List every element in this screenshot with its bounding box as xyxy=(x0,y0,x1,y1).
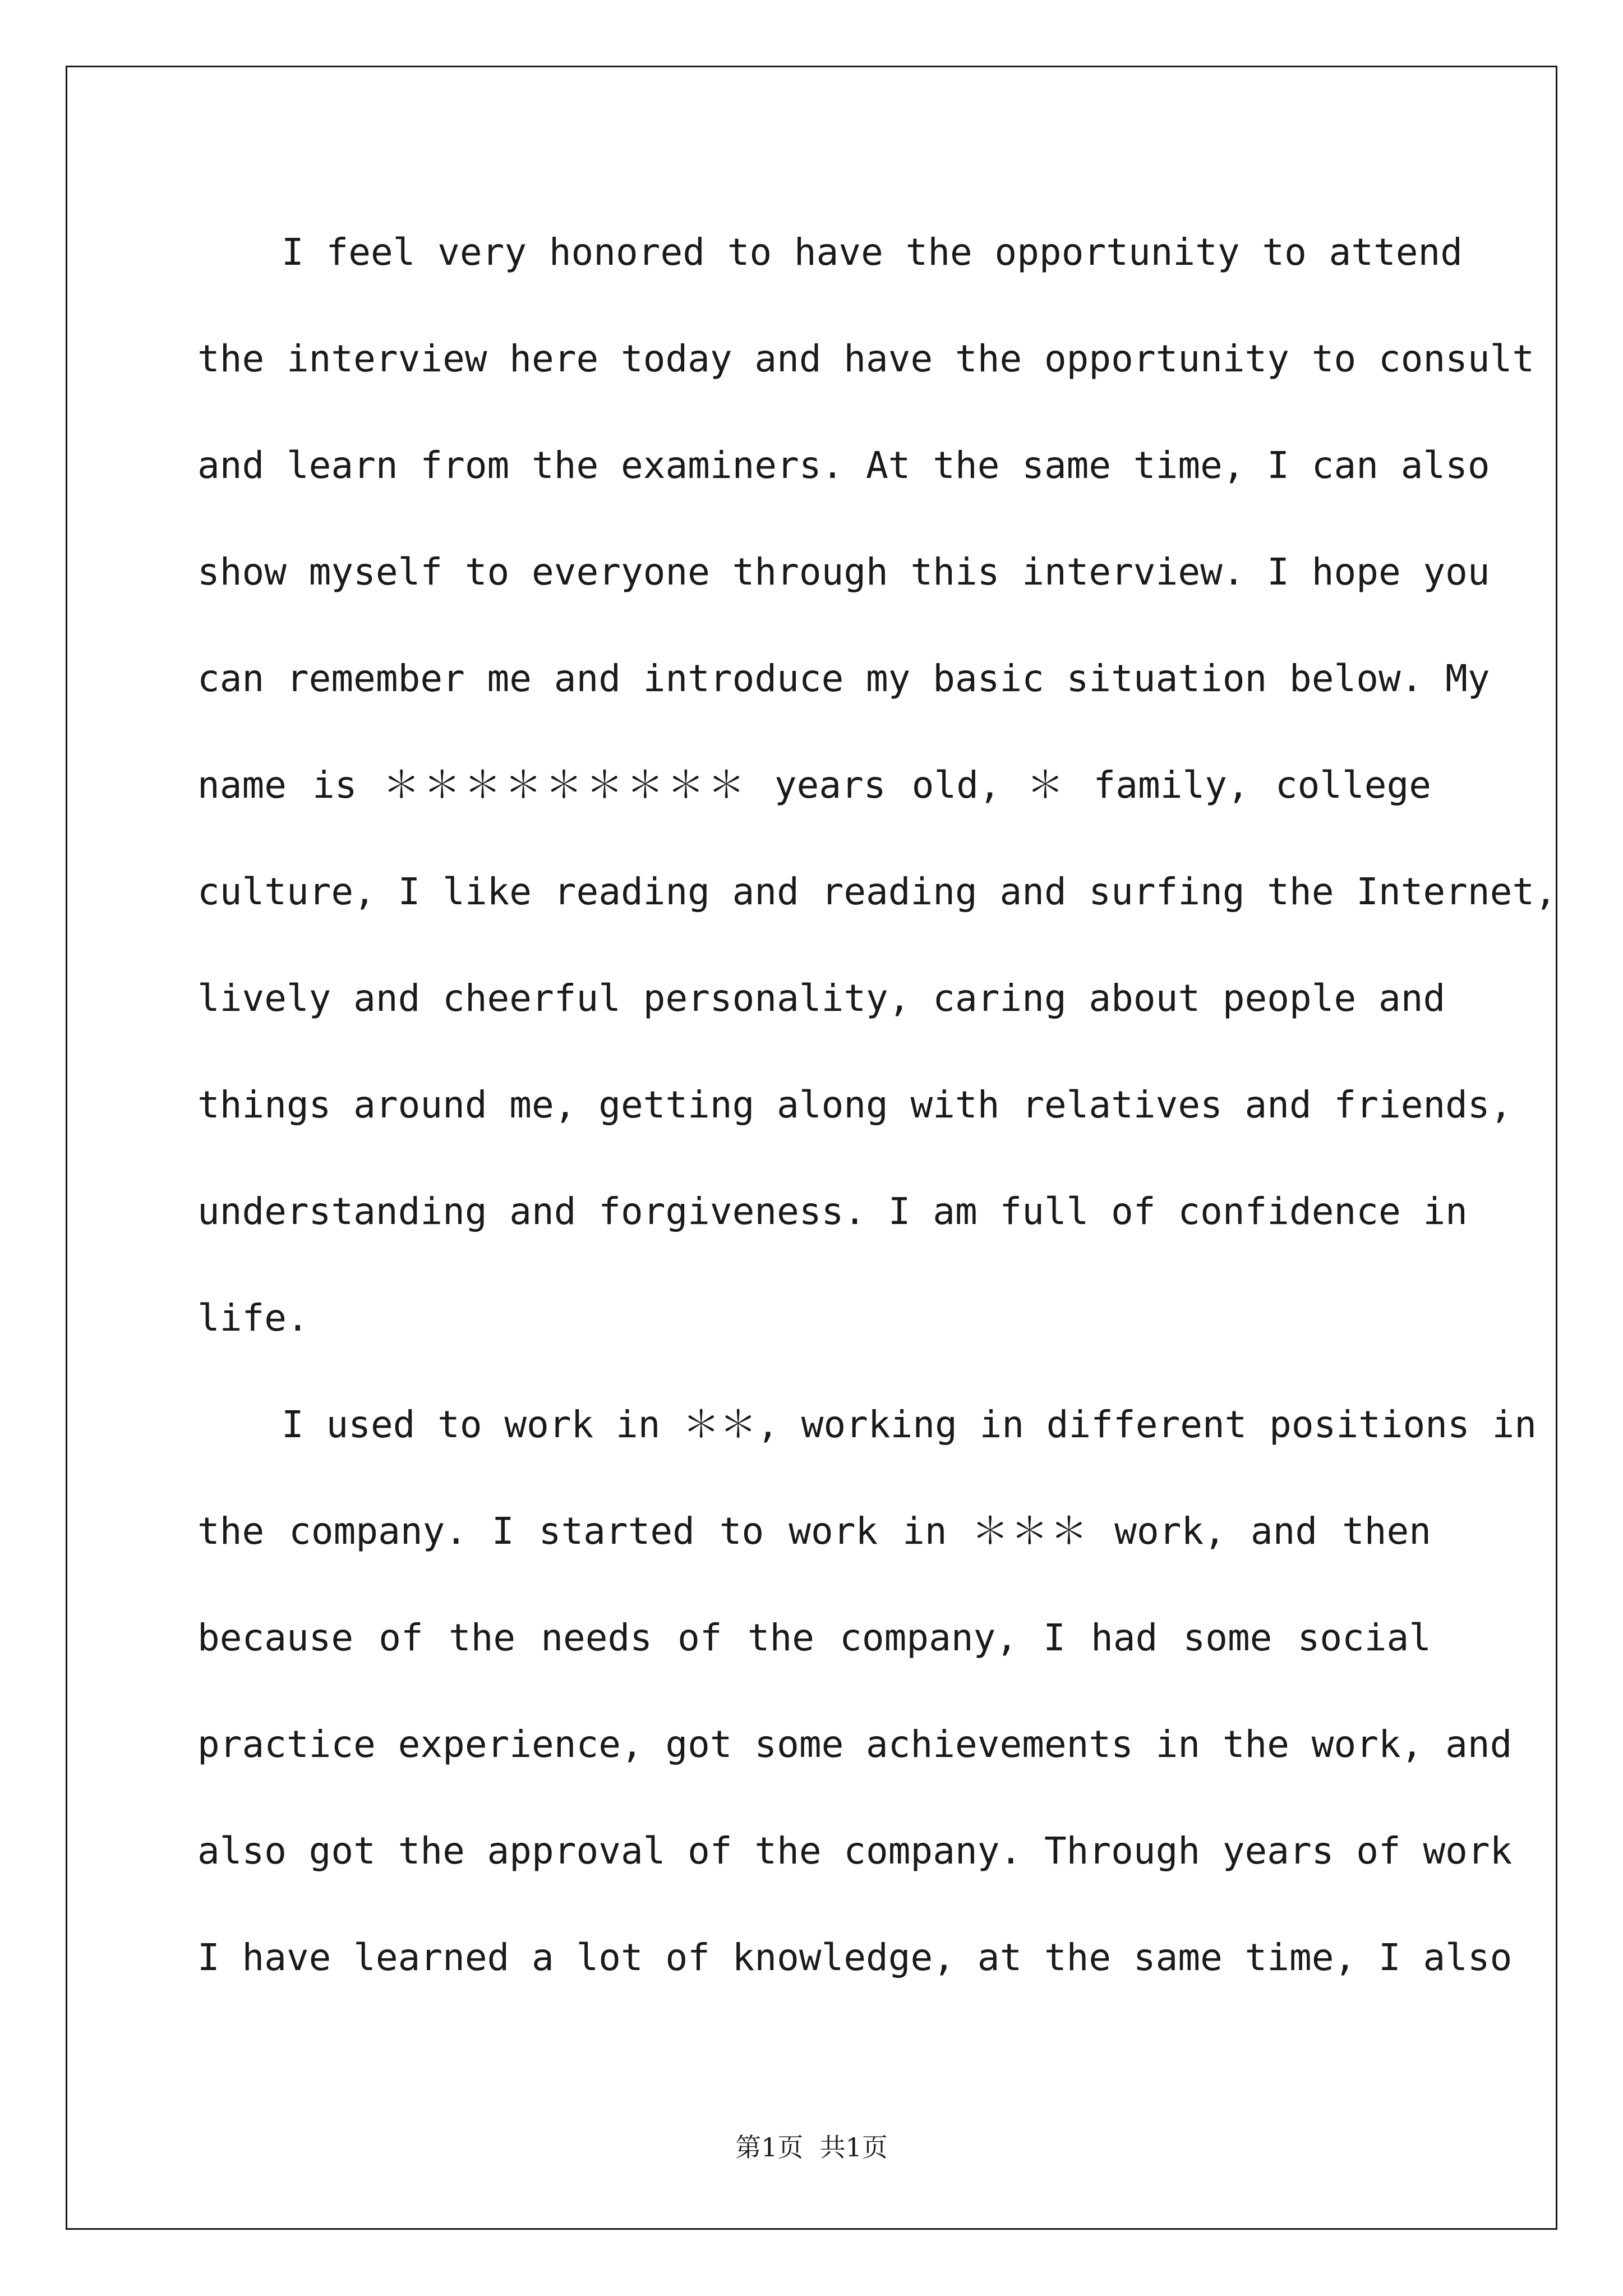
text-line-13: the company. I started to work in ＊＊＊ work, and then xyxy=(197,1510,1431,1553)
document-body xyxy=(197,199,1557,2011)
text-line-15: practice experience, got some achievements in the work, and xyxy=(197,1723,1513,1766)
text-line-1: I feel very honored to have the opportunity to attend xyxy=(282,231,1463,274)
text-line-5: can remember me and introduce my basic situation below. My xyxy=(197,657,1490,700)
text-line-4: show myself to everyone through this interview. I hope you xyxy=(197,550,1490,593)
text-line-11: life. xyxy=(197,1296,309,1340)
text-line-14: because of the needs of the company, I had some social xyxy=(197,1616,1431,1659)
text-line-2: the interview here today and have the opportunity to consult xyxy=(197,337,1535,380)
text-line-9: things around me, getting along with relatives and friends, xyxy=(197,1083,1513,1126)
text-line-3: and learn from the examiners. At the same time, I can also xyxy=(197,444,1490,487)
text-line-10: understanding and forgiveness. I am full of confidence in xyxy=(197,1190,1468,1233)
page-footer: 第1页 共1页 xyxy=(735,2132,888,2162)
text-line-8: lively and cheerful personality, caring about people and xyxy=(197,977,1446,1020)
text-line-6: name is ＊＊＊＊＊＊＊＊＊ years old, ＊ family, college xyxy=(197,763,1431,807)
text-line-17: I have learned a lot of knowledge, at the same time, I also xyxy=(197,1936,1513,1979)
text-line-16: also got the approval of the company. Through years of work xyxy=(197,1829,1513,1872)
text-line-7: culture, I like reading and reading and surfing the Internet, xyxy=(197,870,1557,913)
text-line-12: I used to work in ＊＊, working in different positions in xyxy=(282,1403,1537,1446)
